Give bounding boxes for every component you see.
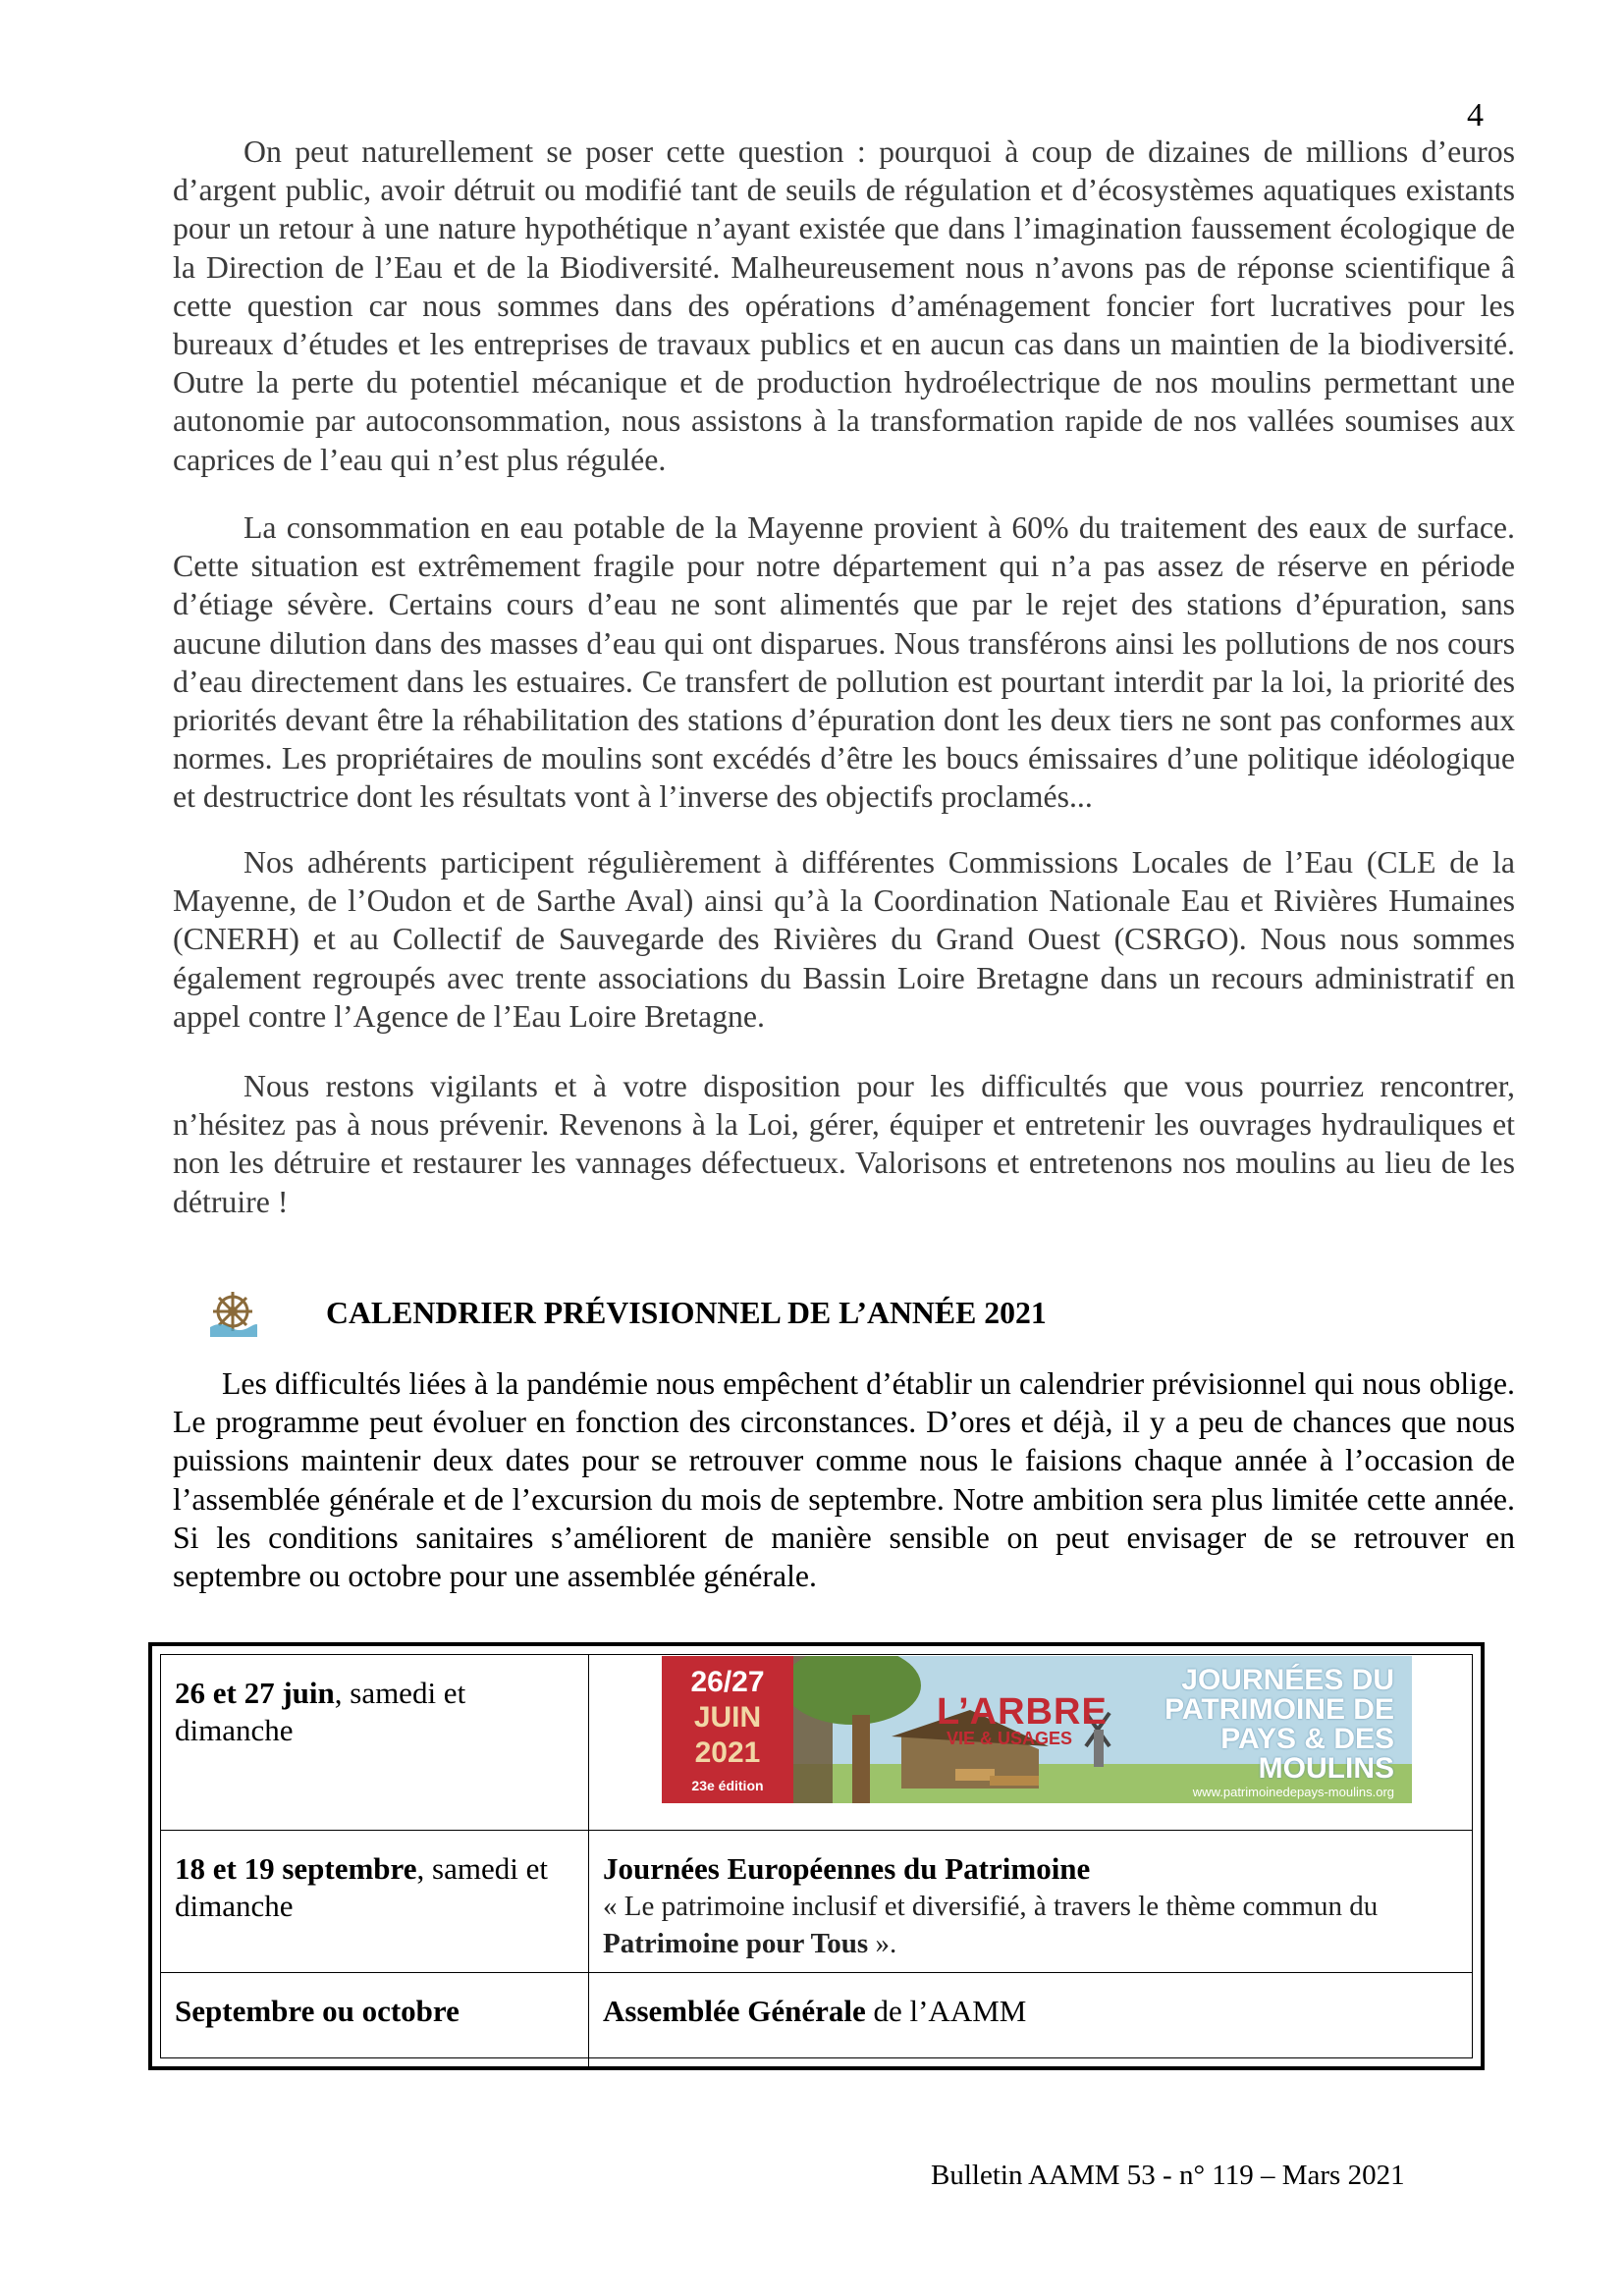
paragraph-water-policy: On peut naturellement se poser cette question : pourquoi à coup de dizaines de millions d’euros d’argent public, avoir détruit ou modifié tant de seuils de régulation et d’écosystèmes aquatiques existants pour un retour à une nature hypothétique n’ayant existée que dans l’imagination faussement écologique de la Direction de l’Eau et de la Biodiversité. Malheureusement nous n’avons pas de réponse scientifique â cette question car nous sommes dans des opérations d’aménagement foncier fort lucratives pour les bureaux d’études et les entreprises de travaux publics et en aucun cas dans un maintien de la biodiversité. Outre la perte du potentiel mécanique et de production hydroélectrique de nos moulins permettant une autonomie par autoconsommation, nous assistons à la transformation rapide de nos vallées soumises aux caprices de l’eau qui n’est plus régulée. <box>173 134 1515 477</box>
banner-month: JUIN <box>693 1701 762 1734</box>
date-cell <box>161 1655 589 1830</box>
paragraph-drinking-water: La consommation en eau potable de la Mayenne provient à 60% du traitement des eaux de surface. Cette situation est extrêmement fragile pour notre département qui n’a pas assez de réserve en période d’étiage sévère. Certains cours d’eau ne sont alimentés que par le rejet des stations d’épuration, sans aucune dilution dans des masses d’eau qui ont disparues. Nous transférons ainsi les pollutions de nos cours d’eau directement dans les estuaires. Ce transfert de pollution est pourtant interdit par la loi, la priorité des priorités devant être la réhabilitation des stations d’épuration dont les deux tiers ne sont pas conformes aux normes. Les propriétaires de moulins sont excédés d’être les boucs émissaires d’une politique idéologique et destructrice dont les résultats vont à l’inverse des objectifs proclamés... <box>173 510 1515 815</box>
event-date: 18 et 19 septembre <box>175 1851 417 1886</box>
date-cell <box>161 1831 589 1972</box>
table-row <box>161 1831 1472 1973</box>
banner-date-box <box>662 1656 793 1803</box>
table-row <box>161 1973 1472 2066</box>
event-date: Septembre ou octobre <box>175 1994 460 2028</box>
event-days: , samedi et dimanche <box>175 1676 466 1747</box>
banner-days: 26/27 <box>690 1666 765 1698</box>
theme-text: « Le patrimoine inclusif et diversifié, à travers le thème commun du <box>603 1891 1379 1922</box>
mill-wheel-icon <box>208 1288 257 1337</box>
theme-end: ». <box>868 1928 897 1959</box>
paragraph-vigilance: Nous restons vigilants et à votre disposition pour les difficultés que vous pourriez rencontrer, n’hésitez pas à nous prévenir. Revenons à la Loi, gérer, équiper et entretenir les ouvrages hydrauliques et non les détruire et restaurer les vannages défectueux. Valorisons et entretenons nos moulins au lieu de les détruire ! <box>173 1069 1515 1219</box>
paragraph-commissions: Nos adhérents participent régulièrement à différentes Commissions Locales de l’Eau (CLE de la Mayenne, de l’Oudon et de Sarthe Aval) ainsi qu’à la Coordination Nationale Eau et Rivières Humaines (CNERH) et au Collectif de Sauvegarde des Rivières du Grand Ouest (CSRGO). Nous nous sommes également regroupés avec trente associations du Bassin Loire Bretagne dans un recours administratif en appel contre l’Agence de l’Eau Loire Bretagne. <box>173 845 1515 1034</box>
page-number: 4 <box>1467 97 1484 133</box>
banner-event-title: JOURNÉES DU PATRIMOINE DE PAYS & DES MOULINS <box>1164 1664 1394 1785</box>
banner-website: www.patrimoinedepays-moulins.org <box>1192 1785 1394 1799</box>
paragraph-calendar-intro: Les difficultés liées à la pandémie nous empêchent d’établir un calendrier prévisionnel qui nous oblige. Le programme peut évoluer en fonction des circonstances. D’ores et déjà, il y a peu de chances que nous puissions maintenir deux dates pour se retrouver comme nous le faisions chaque année à l’occasion de l’assemblée générale et de l’excursion du mois de septembre. Notre ambition sera plus limitée cette année. Si les conditions sanitaires s’améliorent de manière sensible on peut envisager de se retrouver en septembre ou octobre pour une assemblée générale. <box>173 1366 1515 1594</box>
section-title: CALENDRIER PRÉVISIONNEL DE L’ANNÉE 2021 <box>326 1296 1047 1330</box>
page-footer: Bulletin AAMM 53 - n° 119 – Mars 2021 <box>931 2160 1405 2191</box>
theme-highlight: Patrimoine pour Tous <box>603 1928 869 1959</box>
event-title: Assemblée Générale <box>603 1994 866 2028</box>
heritage-days-banner <box>662 1656 1412 1803</box>
description-cell <box>589 1831 1472 1972</box>
banner-year: 2021 <box>694 1736 761 1769</box>
event-theme <box>603 1888 1458 1962</box>
event-days: , samedi et dimanche <box>175 1851 548 1923</box>
date-cell <box>161 1973 589 2066</box>
banner-theme-subtitle: VIE & USAGES <box>947 1729 1073 1748</box>
banner-theme-title: L’ARBRE <box>937 1691 1108 1733</box>
banner-edition: 23e édition <box>691 1778 764 1793</box>
event-organizer: de l’AAMM <box>865 1994 1027 2028</box>
event-date: 26 et 27 juin <box>175 1676 335 1710</box>
description-cell <box>589 1973 1472 2066</box>
event-title: Journées Européennes du Patrimoine <box>603 1851 1091 1886</box>
